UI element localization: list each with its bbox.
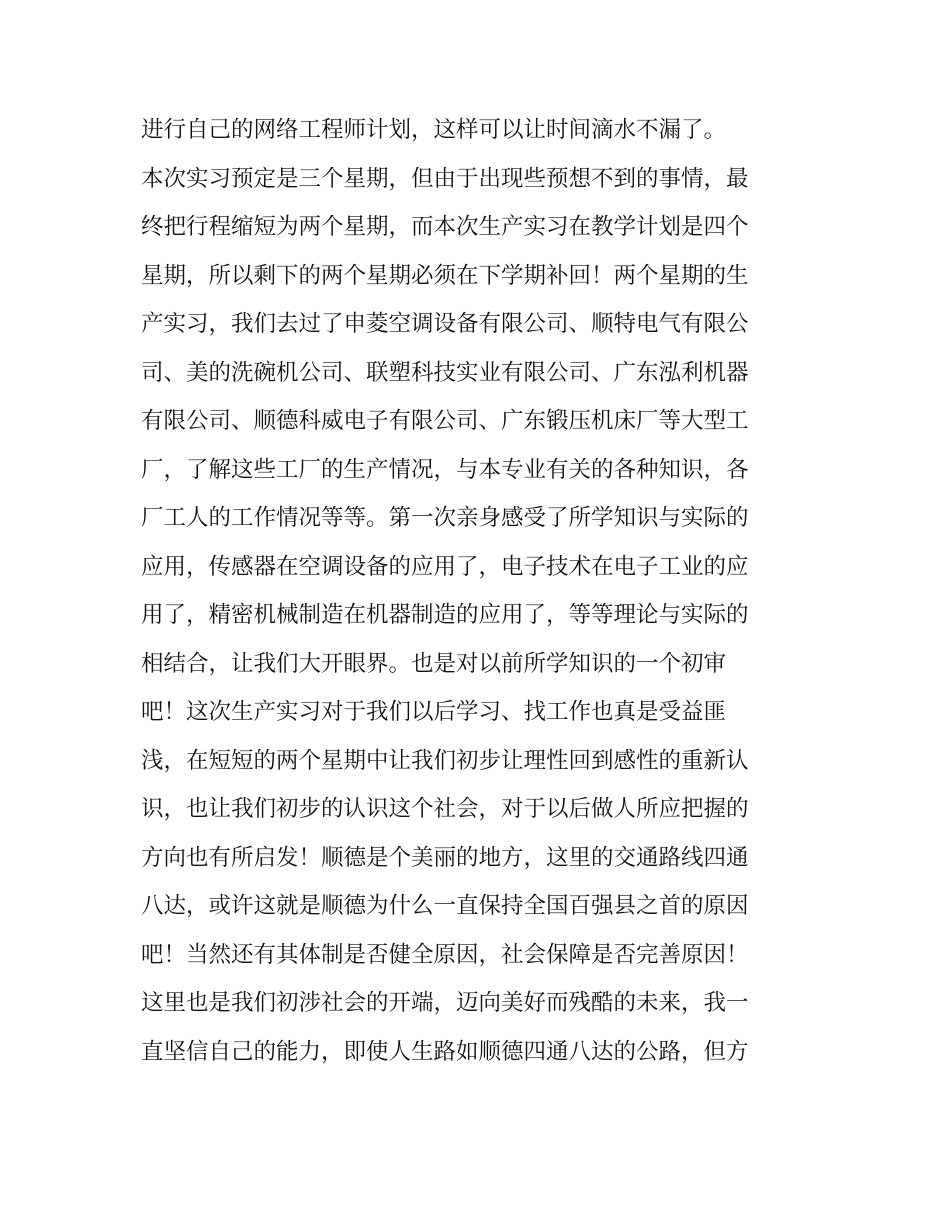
text-line: 识，也让我们初步的认识这个社会，对于以后做人所应把握的 xyxy=(141,796,749,822)
text-line: 厂，了解这些工厂的生产情况，与本专业有关的各种知识，各 xyxy=(141,456,749,483)
text-line: 方向也有所启发！顺德是个美丽的地方，这里的交通路线四通 xyxy=(141,844,749,871)
text-line: 浅，在短短的两个星期中让我们初步让理性回到感性的重新认 xyxy=(141,747,749,774)
text-line: 本次实习预定是三个星期，但由于出现些预想不到的事情，最 xyxy=(141,165,749,192)
text-line: 八达，或许这就是顺德为什么一直保持全国百强县之首的原因 xyxy=(141,893,749,919)
text-line: 进行自己的网络工程师计划，这样可以让时间滴水不漏了。 xyxy=(141,117,727,143)
text-line: 厂工人的工作情况等等。第一次亲身感受了所学知识与实际的 xyxy=(141,505,749,531)
text-line: 星期，所以剩下的两个星期必须在下学期补回！两个星期的生 xyxy=(141,262,749,289)
text-line: 应用，传感器在空调设备的应用了，电子技术在电子工业的应 xyxy=(141,553,749,580)
text-line: 吧！这次生产实习对于我们以后学习、找工作也真是受益匪 xyxy=(141,699,727,725)
text-line: 相结合，让我们大开眼界。也是对以前所学知识的一个初审 xyxy=(141,650,727,677)
text-line: 吧！当然还有其体制是否健全原因，社会保障是否完善原因！ xyxy=(141,941,749,968)
text-line: 司、美的洗碗机公司、联塑科技实业有限公司、广东泓利机器 xyxy=(141,359,749,386)
text-line: 这里也是我们初涉社会的开端，迈向美好而残酷的未来，我一 xyxy=(141,990,749,1016)
text-line: 终把行程缩短为两个星期，而本次生产实习在教学计划是四个 xyxy=(141,214,749,240)
text-line: 产实习，我们去过了申菱空调设备有限公司、顺特电气有限公 xyxy=(141,311,749,337)
body-text xyxy=(141,106,821,1076)
text-line: 用了，精密机械制造在机器制造的应用了，等等理论与实际的 xyxy=(141,602,749,628)
text-line: 有限公司、顺德科威电子有限公司、广东锻压机床厂等大型工 xyxy=(141,408,749,434)
text-line: 直坚信自己的能力，即使人生路如顺德四通八达的公路，但方 xyxy=(141,1038,749,1065)
